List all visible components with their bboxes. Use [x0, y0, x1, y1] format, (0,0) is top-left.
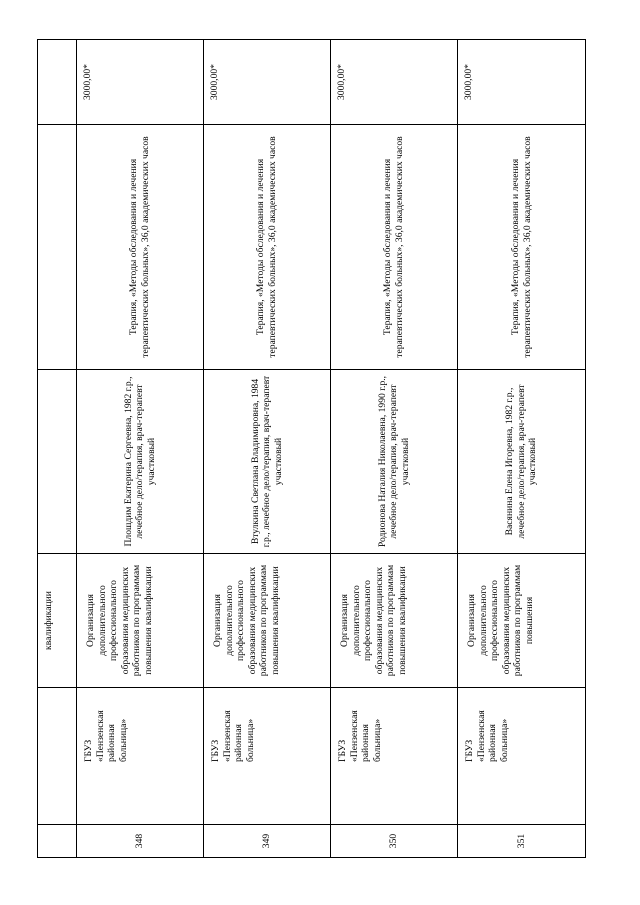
row-organization: ГБУЗ «Пензенская районная больница»	[204, 688, 331, 825]
training-table	[37, 39, 586, 858]
row-number: 350	[331, 825, 458, 858]
row-number: 348	[77, 825, 204, 858]
row-course: Терапия, «Методы обследования и лечения терапевтических больных», 36,0 академических часов	[77, 125, 204, 370]
row-number: 351	[458, 825, 586, 858]
cont-cell-course	[38, 125, 77, 370]
row-number: 349	[204, 825, 331, 858]
table-row	[204, 40, 331, 858]
cont-cell-person	[38, 370, 77, 554]
continuation-row	[38, 40, 77, 858]
row-program-type: Организация дополнительного профессионального образования медицинских работников по программам повышения квалификации	[204, 554, 331, 688]
row-organization: ГБУЗ «Пензенская районная больница»	[77, 688, 204, 825]
row-course: Терапия, «Методы обследования и лечения терапевтических больных», 36,0 академических часов	[458, 125, 586, 370]
cont-cell-number	[38, 825, 77, 858]
row-course: Терапия, «Методы обследования и лечения терапевтических больных», 36,0 академических часов	[204, 125, 331, 370]
rotated-page	[37, 40, 551, 858]
cont-cell-program	[38, 554, 77, 688]
header-continuation-text: квалификации	[43, 591, 54, 650]
row-person: Васянина Елена Игоревна, 1982 г.р., лечебное дело/терапия, врач-терапевт участковый	[458, 370, 586, 554]
row-price: 3000,00*	[331, 40, 458, 125]
row-organization: ГБУЗ «Пензенская районная больница»	[458, 688, 586, 825]
table-row	[77, 40, 204, 858]
row-price: 3000,00*	[458, 40, 586, 125]
row-program-type: Организация дополнительного профессионального образования медицинских работников по программам повышения	[458, 554, 586, 688]
row-person: Плошдим Екатерина Сергеевна, 1982 г.р., лечебное дело/терапия, врач-терапевт участковый	[77, 370, 204, 554]
table-row	[331, 40, 458, 858]
row-program-type: Организация дополнительного профессионального образования медицинских работников по программам повышения квалификации	[331, 554, 458, 688]
cont-cell-price	[38, 40, 77, 125]
row-person: Родионова Наталия Николаевна, 1990 г.р., лечебное дело/терапия, врач-терапевт участковый	[331, 370, 458, 554]
row-course: Терапия, «Методы обследования и лечения терапевтических больных», 36,0 академических часов	[331, 125, 458, 370]
table-row	[458, 40, 586, 858]
cont-cell-organization	[38, 688, 77, 825]
row-program-type: Организация дополнительного профессионального образования медицинских работников по программам повышения квалификации	[77, 554, 204, 688]
row-organization: ГБУЗ «Пензенская районная больница»	[331, 688, 458, 825]
row-price: 3000,00*	[204, 40, 331, 125]
row-price: 3000,00*	[77, 40, 204, 125]
row-person: Втулкина Светлана Владимировна, 1984 г.р., лечебное дело/терапия, врач-терапевт участковый	[204, 370, 331, 554]
